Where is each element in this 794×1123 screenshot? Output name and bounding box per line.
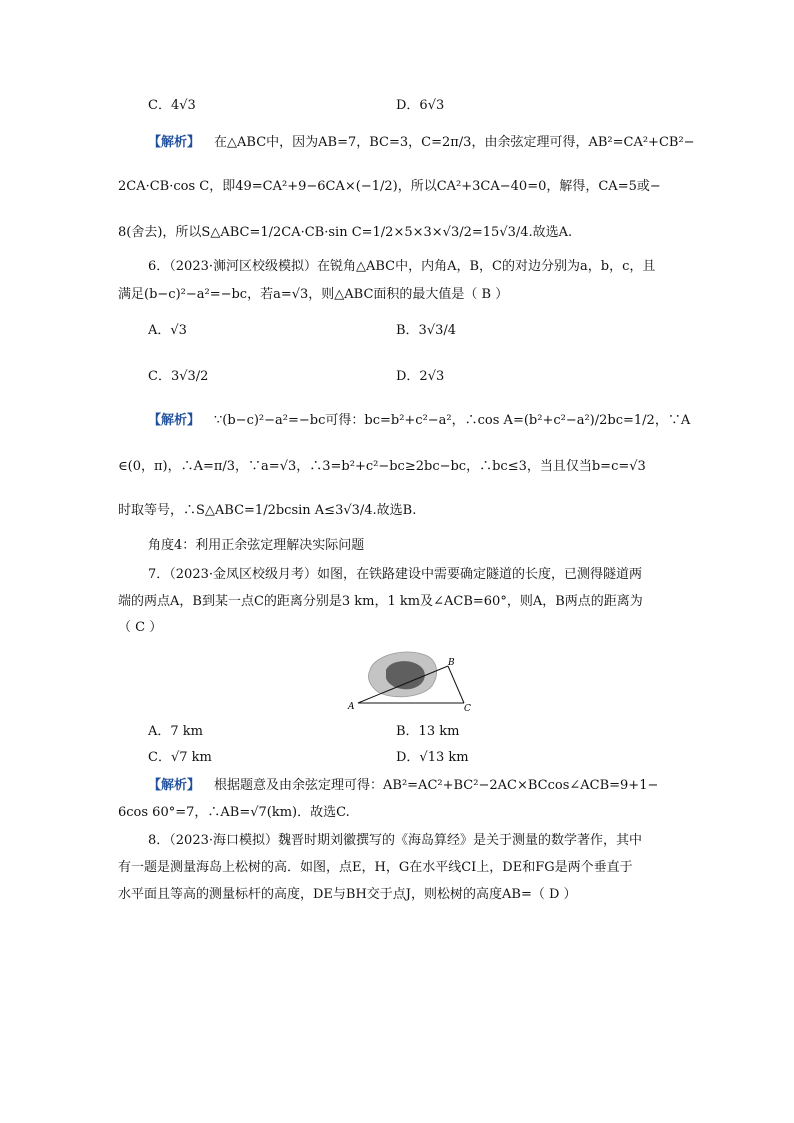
q5-analysis-line-2: 2CA·CB·cos C，即49=CA²+9−6CA×(−1/2)，所以CA²+3CA−40=0，解得，CA=5或−: [118, 179, 661, 194]
q6-stem-line-2: 满足(b−c)²−a²=−bc，若a=√3，则△ABC面积的最大值是（ B ）: [118, 287, 509, 302]
analysis-tag: 【解析】: [148, 413, 201, 428]
analysis-text: 在△ABC中，因为AB=7，BC=3，C=2π/3，由余弦定理可得，AB²=CA²+CB²−: [214, 135, 695, 150]
q7-stem-line-1: 7．（2023·金凤区校级月考）如图，在铁路建设中需要确定隧道的长度，已测得隧道两: [148, 567, 642, 582]
analysis-text: ∵(b−c)²−a²=−bc可得：bc=b²+c²−a²，∴cos A=(b²+c²−a²)/2bc=1/2，∵A: [214, 413, 691, 428]
q7-stem-line-2: 端的两点A，B到某一点C的距离分别是3 km，1 km及∠ACB=60°，则A，B两点的距离为: [118, 594, 643, 609]
analysis-text: 根据题意及由余弦定理可得：AB²=AC²+BC²−2AC×BCcos∠ACB=9+1−: [214, 778, 659, 793]
q7-option-d: D．√13 km: [396, 750, 469, 765]
q6-analysis-line-3: 时取等号，∴S△ABC=1/2bcsin A≤3√3/4.故选B.: [118, 503, 417, 518]
mountain-inner: [386, 661, 425, 689]
point-label-a: A: [348, 702, 355, 712]
q6-option-d: D．2√3: [396, 369, 445, 384]
segment-bc: [448, 666, 464, 703]
q5-option-c: C．4√3: [148, 98, 196, 113]
q6-stem-line-1: 6．（2023·浉河区校级模拟）在锐角△ABC中，内角A，B，C的对边分别为a，b，c，且: [148, 259, 656, 274]
q6-option-a: A．√3: [148, 323, 187, 338]
q7-option-b: B．13 km: [396, 724, 460, 739]
q7-analysis-line-2: 6cos 60°=7，∴AB=√7(km)．故选C.: [118, 805, 350, 820]
section-heading: 角度4：利用正余弦定理解决实际问题: [148, 538, 365, 553]
q7-stem-line-3: （ C ）: [118, 620, 163, 635]
q8-stem-line-1: 8．（2023·海口模拟）魏晋时期刘徽撰写的《海岛算经》是关于测量的数学著作，其中: [148, 833, 642, 848]
analysis-tag: 【解析】: [148, 135, 201, 150]
tunnel-figure: [340, 648, 480, 716]
q6-analysis-line-2: ∈(0，π)，∴A=π/3，∵a=√3，∴3=b²+c²−bc≥2bc−bc，∴bc≤3，当且仅当b=c=√3: [118, 459, 646, 474]
q6-analysis-line-1: [148, 412, 690, 430]
q7-option-c: C．√7 km: [148, 750, 212, 765]
q7-analysis-line-1: [148, 777, 658, 795]
q6-option-c: C．3√3/2: [148, 369, 209, 384]
q5-option-d: D．6√3: [396, 98, 445, 113]
q8-stem-line-3: 水平面且等高的测量标杆的高度，DE与BH交于点J，则松树的高度AB=（ D ）: [118, 887, 577, 902]
q7-option-a: A．7 km: [148, 724, 203, 739]
analysis-tag: 【解析】: [148, 778, 201, 793]
q8-stem-line-2: 有一题是测量海岛上松树的高．如图，点E，H，G在水平线CI上，DE和FG是两个垂直于: [118, 860, 633, 875]
point-label-b: B: [448, 658, 455, 668]
point-label-c: C: [464, 704, 471, 714]
q6-option-b: B．3√3/4: [396, 323, 457, 338]
q5-analysis-line-1: [148, 134, 695, 152]
q5-analysis-line-3: 8(舍去)，所以S△ABC=1/2CA·CB·sin C=1/2×5×3×√3/2=15√3/4.故选A.: [118, 225, 573, 240]
